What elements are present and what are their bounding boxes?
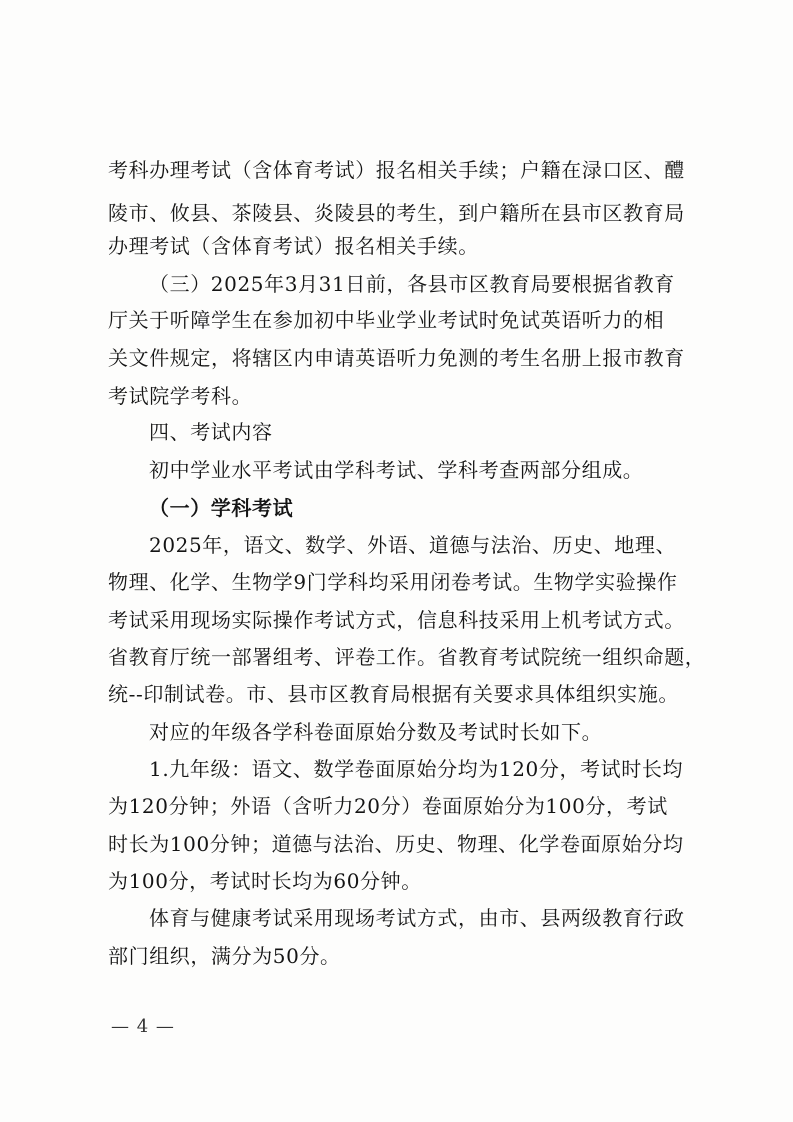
body-line: 统--印制试卷。市、县市区教育局根据有关要求具体组织实施。 <box>108 682 679 706</box>
body-line: 考科办理考试（含体育考试）报名相关手续；户籍在渌口区、醴 <box>108 158 685 182</box>
body-line: 部门组织，满分为50分。 <box>108 944 341 968</box>
page-number: — 4 — <box>111 1016 175 1037</box>
body-line: 时长为100分钟；道德与法治、历史、物理、化学卷面原始分均 <box>108 832 684 856</box>
body-line: 办理考试（含体育考试）报名相关手续。 <box>108 234 479 258</box>
body-line: 2025年，语文、数学、外语、道德与法治、历史、地理、 <box>149 533 677 557</box>
body-line: （三）2025年3月31日前，各县市区教育局要根据省教育 <box>149 272 675 296</box>
subsection-heading: （一）学科考试 <box>149 496 294 520</box>
body-line: 厅关于听障学生在参加初中毕业学业考试时免试英语听力的相 <box>108 308 665 332</box>
body-line: 为100分，考试时长均为60分钟。 <box>108 869 422 893</box>
body-line: 物理、化学、生物学9门学科均采用闭卷考试。生物学实验操作 <box>108 570 678 594</box>
body-line: 考试采用现场实际操作考试方式，信息科技采用上机考试方式。 <box>108 608 685 632</box>
body-line: 为120分钟；外语（含听力20分）卷面原始分为100分，考试 <box>108 794 668 818</box>
body-line: 关文件规定，将辖区内申请英语听力免测的考生名册上报市教育 <box>108 346 685 370</box>
section-heading: 四、考试内容 <box>149 420 273 444</box>
body-line: 初中学业水平考试由学科考试、学科考查两部分组成。 <box>149 458 644 482</box>
body-line: 陵市、攸县、茶陵县、炎陵县的考生，到户籍所在县市区教育局 <box>108 201 685 225</box>
body-line: 考试院学考科。 <box>108 384 253 408</box>
body-line: 省教育厅统一部署组考、评卷工作。省教育考试院统一组织命题， <box>108 645 706 669</box>
body-line: 对应的年级各学科卷面原始分数及考试时长如下。 <box>149 720 603 744</box>
body-line: 体育与健康考试采用现场考试方式，由市、县两级教育行政 <box>149 906 685 930</box>
body-line: 1.九年级：语文、数学卷面原始分均为120分，考试时长均 <box>149 757 684 781</box>
